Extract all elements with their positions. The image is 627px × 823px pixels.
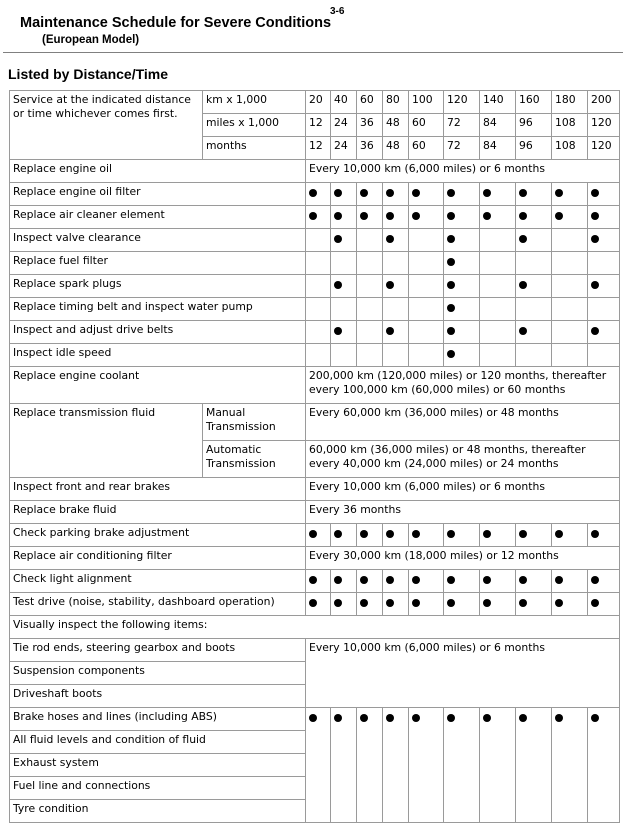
schedule-cell bbox=[444, 298, 480, 321]
schedule-cell bbox=[588, 708, 620, 823]
service-dot bbox=[386, 281, 394, 289]
service-dot bbox=[360, 714, 368, 722]
schedule-cell bbox=[480, 524, 516, 547]
schedule-cell bbox=[444, 275, 480, 298]
months-value: 48 bbox=[383, 137, 409, 160]
schedule-cell bbox=[588, 298, 620, 321]
schedule-cell bbox=[444, 593, 480, 616]
schedule-cell bbox=[357, 344, 383, 367]
service-dot bbox=[386, 714, 394, 722]
months-value: 24 bbox=[331, 137, 357, 160]
service-dot bbox=[334, 281, 342, 289]
service-dot bbox=[447, 281, 455, 289]
service-dot bbox=[360, 576, 368, 584]
schedule-cell bbox=[383, 229, 409, 252]
schedule-cell bbox=[306, 229, 331, 252]
schedule-cell bbox=[357, 252, 383, 275]
service-dot bbox=[483, 576, 491, 584]
service-dot bbox=[519, 599, 527, 607]
service-dot bbox=[309, 599, 317, 607]
schedule-cell bbox=[306, 570, 331, 593]
schedule-cell bbox=[588, 344, 620, 367]
schedule-cell bbox=[480, 321, 516, 344]
schedule-cell bbox=[516, 252, 552, 275]
service-dot bbox=[360, 530, 368, 538]
task-label: Replace engine oil bbox=[10, 160, 306, 183]
schedule-cell bbox=[444, 206, 480, 229]
schedule-cell bbox=[409, 344, 444, 367]
interval-note: Every 60,000 km (36,000 miles) or 48 months bbox=[306, 404, 620, 441]
schedule-cell bbox=[357, 183, 383, 206]
service-dot bbox=[309, 714, 317, 722]
service-dot bbox=[483, 599, 491, 607]
schedule-cell bbox=[480, 183, 516, 206]
schedule-cell bbox=[409, 321, 444, 344]
task-label: Replace engine coolant bbox=[10, 367, 306, 404]
schedule-cell bbox=[331, 524, 357, 547]
months-value: 12 bbox=[306, 137, 331, 160]
service-dot bbox=[519, 212, 527, 220]
schedule-cell bbox=[552, 183, 588, 206]
inspect-item-label: Driveshaft boots bbox=[10, 685, 306, 708]
schedule-cell bbox=[480, 593, 516, 616]
schedule-cell bbox=[409, 229, 444, 252]
service-dot bbox=[447, 212, 455, 220]
schedule-cell bbox=[516, 321, 552, 344]
schedule-cell bbox=[357, 321, 383, 344]
schedule-cell bbox=[588, 206, 620, 229]
service-dot bbox=[334, 599, 342, 607]
service-dot bbox=[483, 212, 491, 220]
service-dot bbox=[555, 212, 563, 220]
inspect-item-label: Brake hoses and lines (including ABS) bbox=[10, 708, 306, 731]
schedule-cell bbox=[409, 298, 444, 321]
schedule-cell bbox=[409, 570, 444, 593]
service-dot bbox=[519, 714, 527, 722]
schedule-cell bbox=[306, 206, 331, 229]
service-dot bbox=[483, 189, 491, 197]
service-dot bbox=[519, 235, 527, 243]
service-dot bbox=[334, 530, 342, 538]
schedule-cell bbox=[331, 252, 357, 275]
schedule-cell bbox=[331, 183, 357, 206]
schedule-cell bbox=[552, 252, 588, 275]
miles-value: 12 bbox=[306, 114, 331, 137]
schedule-cell bbox=[552, 344, 588, 367]
km-value: 120 bbox=[444, 91, 480, 114]
schedule-cell bbox=[588, 321, 620, 344]
transmission-type-label: Manual Transmission bbox=[203, 404, 306, 441]
service-dot bbox=[412, 599, 420, 607]
schedule-cell bbox=[444, 183, 480, 206]
schedule-cell bbox=[480, 344, 516, 367]
service-dot bbox=[447, 327, 455, 335]
service-dot bbox=[386, 212, 394, 220]
task-label: Replace air conditioning filter bbox=[10, 547, 306, 570]
service-dot bbox=[519, 189, 527, 197]
service-dot bbox=[447, 235, 455, 243]
service-dot bbox=[309, 530, 317, 538]
schedule-cell bbox=[588, 183, 620, 206]
service-dot bbox=[591, 576, 599, 584]
schedule-cell bbox=[552, 298, 588, 321]
schedule-cell bbox=[516, 275, 552, 298]
schedule-cell bbox=[331, 298, 357, 321]
miles-value: 24 bbox=[331, 114, 357, 137]
service-dot bbox=[447, 304, 455, 312]
schedule-cell bbox=[383, 298, 409, 321]
km-label: km x 1,000 bbox=[203, 91, 306, 114]
schedule-cell bbox=[383, 206, 409, 229]
schedule-cell bbox=[516, 229, 552, 252]
service-dot bbox=[334, 576, 342, 584]
schedule-cell bbox=[306, 708, 331, 823]
schedule-cell bbox=[588, 570, 620, 593]
service-dot bbox=[386, 327, 394, 335]
header-divider bbox=[3, 52, 623, 53]
months-label: months bbox=[203, 137, 306, 160]
schedule-cell bbox=[357, 593, 383, 616]
schedule-cell bbox=[480, 298, 516, 321]
schedule-cell bbox=[306, 524, 331, 547]
service-dot bbox=[412, 212, 420, 220]
task-label: Replace transmission fluid bbox=[10, 404, 203, 478]
months-value: 72 bbox=[444, 137, 480, 160]
months-value: 36 bbox=[357, 137, 383, 160]
page-number: 3-6 bbox=[330, 6, 345, 17]
schedule-cell bbox=[552, 570, 588, 593]
service-dot bbox=[334, 714, 342, 722]
km-value: 140 bbox=[480, 91, 516, 114]
interval-intro: Service at the indicated distance or time whichever comes first. bbox=[10, 91, 203, 160]
task-label: Replace air cleaner element bbox=[10, 206, 306, 229]
service-dot bbox=[591, 327, 599, 335]
service-dot bbox=[519, 530, 527, 538]
schedule-cell bbox=[357, 275, 383, 298]
service-dot bbox=[360, 212, 368, 220]
schedule-cell bbox=[306, 298, 331, 321]
schedule-cell bbox=[444, 524, 480, 547]
service-dot bbox=[555, 189, 563, 197]
schedule-cell bbox=[588, 252, 620, 275]
interval-note: Every 10,000 km (6,000 miles) or 6 months bbox=[306, 478, 620, 501]
km-value: 100 bbox=[409, 91, 444, 114]
service-dot bbox=[309, 576, 317, 584]
schedule-cell bbox=[383, 570, 409, 593]
schedule-cell bbox=[383, 252, 409, 275]
service-dot bbox=[447, 189, 455, 197]
km-value: 20 bbox=[306, 91, 331, 114]
schedule-cell bbox=[480, 275, 516, 298]
km-value: 40 bbox=[331, 91, 357, 114]
service-dot bbox=[555, 599, 563, 607]
schedule-cell bbox=[331, 593, 357, 616]
section-heading: Listed by Distance/Time bbox=[8, 66, 169, 82]
miles-value: 96 bbox=[516, 114, 552, 137]
schedule-cell bbox=[552, 206, 588, 229]
km-value: 200 bbox=[588, 91, 620, 114]
schedule-cell bbox=[552, 275, 588, 298]
task-label: Replace brake fluid bbox=[10, 501, 306, 524]
miles-value: 36 bbox=[357, 114, 383, 137]
schedule-cell bbox=[588, 593, 620, 616]
schedule-cell bbox=[516, 298, 552, 321]
miles-value: 120 bbox=[588, 114, 620, 137]
schedule-cell bbox=[357, 229, 383, 252]
transmission-type-label: Automatic Transmission bbox=[203, 441, 306, 478]
service-dot bbox=[519, 576, 527, 584]
interval-note: Every 10,000 km (6,000 miles) or 6 months bbox=[306, 639, 620, 708]
schedule-cell bbox=[552, 321, 588, 344]
schedule-cell bbox=[444, 229, 480, 252]
service-dot bbox=[591, 599, 599, 607]
months-value: 84 bbox=[480, 137, 516, 160]
schedule-cell bbox=[480, 229, 516, 252]
schedule-cell bbox=[383, 275, 409, 298]
schedule-cell bbox=[306, 593, 331, 616]
schedule-cell bbox=[383, 593, 409, 616]
service-dot bbox=[519, 327, 527, 335]
km-value: 180 bbox=[552, 91, 588, 114]
service-dot bbox=[334, 327, 342, 335]
service-dot bbox=[591, 235, 599, 243]
schedule-cell bbox=[516, 570, 552, 593]
interval-note: Every 10,000 km (6,000 miles) or 6 months bbox=[306, 160, 620, 183]
service-dot bbox=[309, 212, 317, 220]
service-dot bbox=[447, 714, 455, 722]
schedule-cell bbox=[409, 183, 444, 206]
miles-value: 84 bbox=[480, 114, 516, 137]
schedule-cell bbox=[516, 344, 552, 367]
service-dot bbox=[591, 281, 599, 289]
schedule-cell bbox=[516, 524, 552, 547]
service-dot bbox=[483, 714, 491, 722]
schedule-cell bbox=[383, 524, 409, 547]
service-dot bbox=[386, 599, 394, 607]
schedule-cell bbox=[383, 183, 409, 206]
schedule-cell bbox=[306, 321, 331, 344]
schedule-cell bbox=[409, 593, 444, 616]
service-dot bbox=[360, 599, 368, 607]
schedule-cell bbox=[480, 206, 516, 229]
service-dot bbox=[591, 530, 599, 538]
service-dot bbox=[412, 576, 420, 584]
months-value: 120 bbox=[588, 137, 620, 160]
schedule-cell bbox=[444, 321, 480, 344]
service-dot bbox=[555, 714, 563, 722]
service-dot bbox=[555, 530, 563, 538]
service-dot bbox=[483, 530, 491, 538]
service-dot bbox=[360, 189, 368, 197]
schedule-cell bbox=[331, 321, 357, 344]
task-label: Inspect and adjust drive belts bbox=[10, 321, 306, 344]
miles-value: 108 bbox=[552, 114, 588, 137]
inspect-item-label: Fuel line and connections bbox=[10, 777, 306, 800]
service-dot bbox=[309, 189, 317, 197]
months-value: 96 bbox=[516, 137, 552, 160]
inspect-item-label: Suspension components bbox=[10, 662, 306, 685]
task-label: Inspect idle speed bbox=[10, 344, 306, 367]
service-dot bbox=[386, 576, 394, 584]
months-value: 60 bbox=[409, 137, 444, 160]
miles-value: 48 bbox=[383, 114, 409, 137]
page-subtitle: (European Model) bbox=[42, 34, 140, 46]
schedule-cell bbox=[480, 708, 516, 823]
schedule-cell bbox=[306, 183, 331, 206]
schedule-cell bbox=[444, 252, 480, 275]
schedule-cell bbox=[516, 593, 552, 616]
schedule-cell bbox=[516, 708, 552, 823]
inspect-item-label: Tie rod ends, steering gearbox and boots bbox=[10, 639, 306, 662]
schedule-cell bbox=[588, 524, 620, 547]
schedule-cell bbox=[306, 275, 331, 298]
schedule-cell bbox=[516, 183, 552, 206]
schedule-cell bbox=[357, 524, 383, 547]
interval-note: 200,000 km (120,000 miles) or 120 months, thereafter every 100,000 km (60,000 miles) or 60 months bbox=[306, 367, 620, 404]
schedule-cell bbox=[331, 708, 357, 823]
schedule-cell bbox=[357, 708, 383, 823]
inspect-item-label: Exhaust system bbox=[10, 754, 306, 777]
schedule-cell bbox=[409, 708, 444, 823]
task-label: Check light alignment bbox=[10, 570, 306, 593]
schedule-cell bbox=[331, 229, 357, 252]
schedule-cell bbox=[383, 708, 409, 823]
schedule-cell bbox=[552, 524, 588, 547]
task-label: Replace spark plugs bbox=[10, 275, 306, 298]
schedule-cell bbox=[306, 344, 331, 367]
schedule-cell bbox=[409, 206, 444, 229]
service-dot bbox=[447, 258, 455, 266]
schedule-cell bbox=[480, 570, 516, 593]
page-title: Maintenance Schedule for Severe Conditions bbox=[20, 15, 332, 31]
service-dot bbox=[591, 714, 599, 722]
service-dot bbox=[555, 576, 563, 584]
service-dot bbox=[412, 714, 420, 722]
task-label: Replace engine oil filter bbox=[10, 183, 306, 206]
inspect-item-label: All fluid levels and condition of fluid bbox=[10, 731, 306, 754]
schedule-cell bbox=[409, 252, 444, 275]
schedule-cell bbox=[552, 593, 588, 616]
service-dot bbox=[412, 530, 420, 538]
service-dot bbox=[591, 189, 599, 197]
schedule-cell bbox=[331, 275, 357, 298]
service-dot bbox=[447, 350, 455, 358]
service-dot bbox=[447, 599, 455, 607]
task-label: Inspect valve clearance bbox=[10, 229, 306, 252]
schedule-cell bbox=[409, 275, 444, 298]
schedule-cell bbox=[357, 206, 383, 229]
km-value: 80 bbox=[383, 91, 409, 114]
task-label: Replace timing belt and inspect water pump bbox=[10, 298, 306, 321]
inspect-item-label: Tyre condition bbox=[10, 800, 306, 823]
task-label: Test drive (noise, stability, dashboard operation) bbox=[10, 593, 306, 616]
schedule-cell bbox=[444, 708, 480, 823]
miles-label: miles x 1,000 bbox=[203, 114, 306, 137]
interval-note: 60,000 km (36,000 miles) or 48 months, thereafter every 40,000 km (24,000 miles) or 24 months bbox=[306, 441, 620, 478]
interval-note: Every 30,000 km (18,000 miles) or 12 months bbox=[306, 547, 620, 570]
schedule-cell bbox=[383, 344, 409, 367]
task-label: Inspect front and rear brakes bbox=[10, 478, 306, 501]
schedule-cell bbox=[480, 252, 516, 275]
schedule-cell bbox=[516, 206, 552, 229]
service-dot bbox=[591, 212, 599, 220]
service-dot bbox=[412, 189, 420, 197]
schedule-cell bbox=[444, 344, 480, 367]
visual-inspect-heading: Visually inspect the following items: bbox=[10, 616, 620, 639]
task-label: Check parking brake adjustment bbox=[10, 524, 306, 547]
service-dot bbox=[447, 576, 455, 584]
schedule-cell bbox=[588, 229, 620, 252]
service-dot bbox=[447, 530, 455, 538]
schedule-cell bbox=[331, 344, 357, 367]
service-dot bbox=[334, 235, 342, 243]
miles-value: 72 bbox=[444, 114, 480, 137]
task-label: Replace fuel filter bbox=[10, 252, 306, 275]
service-dot bbox=[334, 212, 342, 220]
schedule-cell bbox=[331, 570, 357, 593]
schedule-cell bbox=[552, 708, 588, 823]
interval-note: Every 36 months bbox=[306, 501, 620, 524]
service-dot bbox=[519, 281, 527, 289]
schedule-cell bbox=[383, 321, 409, 344]
miles-value: 60 bbox=[409, 114, 444, 137]
schedule-cell bbox=[552, 229, 588, 252]
schedule-cell bbox=[357, 570, 383, 593]
months-value: 108 bbox=[552, 137, 588, 160]
schedule-cell bbox=[331, 206, 357, 229]
service-dot bbox=[334, 189, 342, 197]
km-value: 60 bbox=[357, 91, 383, 114]
schedule-cell bbox=[588, 275, 620, 298]
schedule-cell bbox=[444, 570, 480, 593]
service-dot bbox=[386, 189, 394, 197]
maintenance-table bbox=[9, 90, 620, 823]
schedule-cell bbox=[409, 524, 444, 547]
schedule-cell bbox=[357, 298, 383, 321]
km-value: 160 bbox=[516, 91, 552, 114]
schedule-cell bbox=[306, 252, 331, 275]
service-dot bbox=[386, 530, 394, 538]
service-dot bbox=[386, 235, 394, 243]
